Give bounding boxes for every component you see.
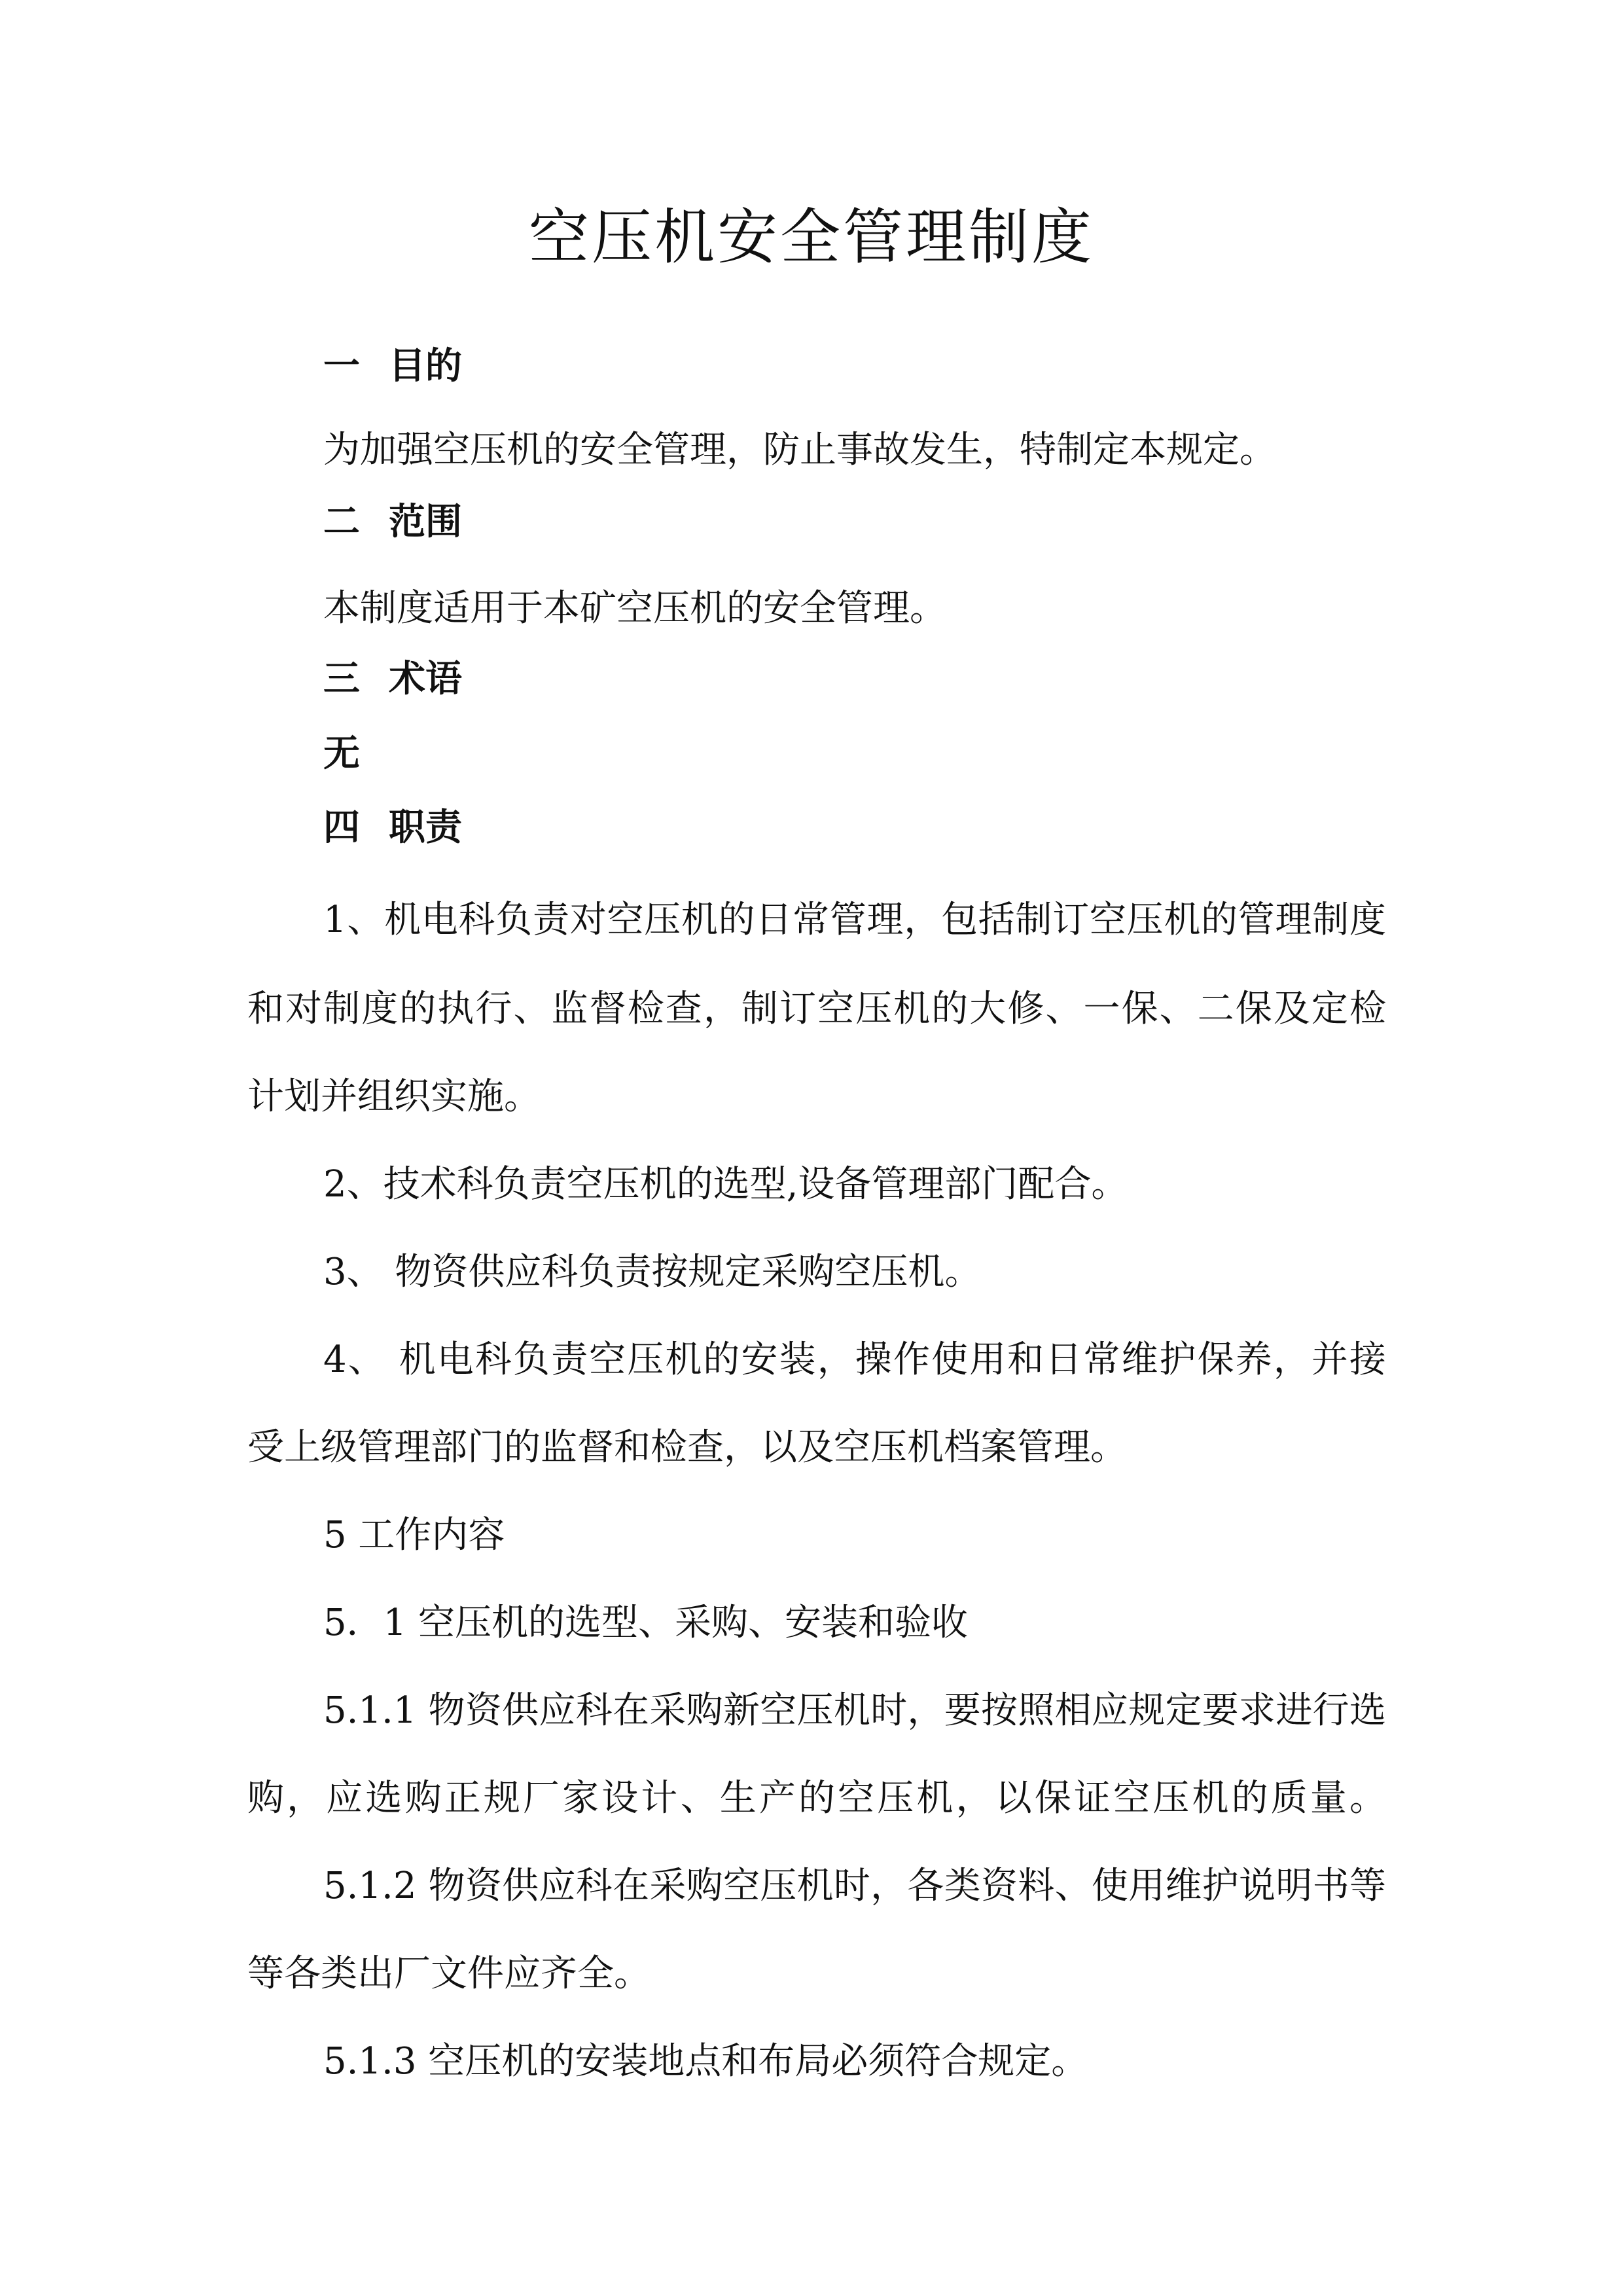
section-number: 二 (323, 501, 360, 543)
section-heading-scope (323, 496, 462, 548)
scope-text: 本制度适用于本矿空压机的安全管理。 (323, 587, 946, 630)
clause-5-1-2-line-1: 5.1.2 物资供应科在采购空压机时，各类资料、使用维护说明书等 (323, 1865, 1386, 1907)
section-label: 术语 (389, 658, 462, 700)
section-label: 目的 (389, 345, 462, 387)
document-title: 空压机安全管理制度 (528, 202, 1094, 272)
purpose-text: 为加强空压机的安全管理，防止事故发生，特制定本规定。 (323, 429, 1276, 471)
clause-5-1-1-line-2: 购，应选购正规厂家设计、生产的空压机，以保证空压机的质量。 (247, 1777, 1386, 1820)
section-number: 一 (323, 345, 360, 387)
section-number: 三 (323, 658, 360, 700)
section-label: 职责 (389, 806, 462, 849)
work-heading: 5 工作内容 (323, 1514, 505, 1556)
clause-5-1-2-line-2: 等各类出厂文件应齐全。 (247, 1952, 651, 1995)
section-heading-duties (323, 802, 462, 854)
duty-3: 3、 物资供应科负责按规定采购空压机。 (323, 1251, 982, 1293)
work-subheading: 5．1 空压机的选型、采购、安装和验收 (323, 1602, 969, 1644)
section-label: 范围 (389, 501, 462, 543)
section-number: 四 (323, 806, 360, 849)
duty-4-line-1: 4、 机电科负责空压机的安装，操作使用和日常维护保养，并接 (323, 1338, 1386, 1381)
duty-2: 2、技术科负责空压机的选型,设备管理部门配合。 (323, 1163, 1128, 1206)
section-heading-purpose (323, 340, 462, 393)
duty-1-line-2: 和对制度的执行、监督检查，制订空压机的大修、一保、二保及定检 (247, 988, 1386, 1030)
duty-1-line-3: 计划并组织实施。 (247, 1075, 541, 1118)
clause-5-1-3: 5.1.3 空压机的安装地点和布局必须符合规定。 (323, 2040, 1088, 2083)
duty-1-line-1: 1、机电科负责对空压机的日常管理，包括制订空压机的管理制度 (323, 899, 1386, 941)
clause-5-1-1-line-1: 5.1.1 物资供应科在采购新空压机时，要按照相应规定要求进行选 (323, 1689, 1386, 1732)
section-heading-terms (323, 653, 462, 706)
duty-4-line-2: 受上级管理部门的监督和检查，以及空压机档案管理。 (247, 1426, 1127, 1469)
terms-text: 无 (323, 732, 360, 775)
